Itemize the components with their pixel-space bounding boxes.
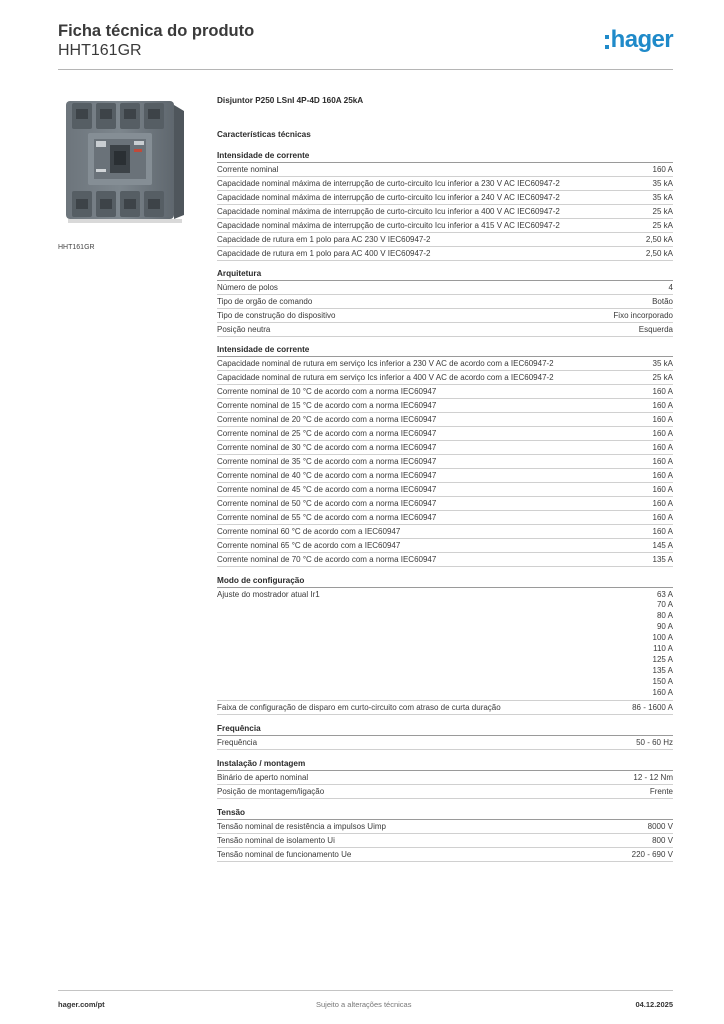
spec-label: Faixa de configuração de disparo em curto-circuito com atraso de curta duração: [217, 702, 501, 712]
spec-row: [217, 295, 673, 309]
spec-value: 160 A: [652, 498, 673, 508]
spec-value-option: 63 A: [656, 589, 673, 599]
spec-value-option: 80 A: [656, 611, 673, 621]
spec-row: [217, 483, 673, 497]
spec-value: 160 A: [652, 470, 673, 480]
spec-row: [217, 701, 673, 715]
footer-disclaimer: Sujeito a alterações técnicas: [316, 1000, 412, 1009]
spec-value: 25 kA: [652, 372, 673, 382]
spec-label: Tensão nominal de isolamento Ui: [217, 835, 335, 845]
spec-group: [217, 758, 673, 799]
spec-row: [217, 233, 673, 247]
spec-label: Corrente nominal de 20 °C de acordo com a norma IEC60947: [217, 414, 437, 424]
spec-value: 25 kA: [652, 206, 673, 216]
spec-label: Binário de aperto nominal: [217, 772, 309, 782]
product-name: Disjuntor P250 LSnI 4P-4D 160A 25kA: [217, 96, 364, 105]
spec-value: Botão: [652, 296, 673, 306]
spec-row: [217, 385, 673, 399]
spec-value: 160 A: [652, 456, 673, 466]
spec-row: [217, 427, 673, 441]
spec-label: Tipo de construção do dispositivo: [217, 310, 336, 320]
spec-row: [217, 469, 673, 483]
spec-row: [217, 588, 673, 701]
spec-row: [217, 736, 673, 750]
spec-value: 145 A: [652, 540, 673, 550]
spec-label: Tipo de orgão de comando: [217, 296, 313, 306]
spec-group-title: Intensidade de corrente: [217, 344, 673, 357]
spec-value: 50 - 60 Hz: [636, 737, 673, 747]
spec-label: Corrente nominal de 15 °C de acordo com a norma IEC60947: [217, 400, 437, 410]
spec-value: Frente: [649, 786, 673, 796]
spec-label: Tensão nominal de resistência a impulsos Uimp: [217, 821, 386, 831]
spec-value: 135 A: [652, 554, 673, 564]
spec-row: [217, 820, 673, 834]
spec-value: 86 - 1600 A: [632, 702, 673, 712]
spec-value: 160 A: [652, 512, 673, 522]
spec-label: Capacidade nominal máxima de interrupção de curto-circuito Icu inferior a 400 V AC IEC60947-2: [217, 206, 560, 216]
page-footer: [58, 990, 673, 1018]
spec-row: [217, 219, 673, 233]
spec-label: Corrente nominal de 55 °C de acordo com a norma IEC60947: [217, 512, 437, 522]
spec-value: 160 A: [652, 442, 673, 452]
spec-value: 25 kA: [652, 220, 673, 230]
spec-label: Tensão nominal de funcionamento Ue: [217, 849, 352, 859]
spec-row: [217, 497, 673, 511]
spec-value: [653, 590, 673, 699]
spec-label: Posição de montagem/ligação: [217, 786, 325, 796]
spec-value: 160 A: [652, 164, 673, 174]
image-caption: HHT161GR: [58, 244, 95, 251]
spec-value-option: 70 A: [656, 600, 673, 610]
spec-row: [217, 357, 673, 371]
spec-value: 160 A: [652, 414, 673, 424]
spec-value-option: 90 A: [656, 622, 673, 632]
spec-value: 2,50 kA: [645, 234, 673, 244]
spec-group-title: Intensidade de corrente: [217, 150, 673, 163]
spec-row: [217, 771, 673, 785]
spec-group-title: Instalação / montagem: [217, 758, 673, 771]
spec-label: Capacidade de rutura em 1 polo para AC 230 V IEC60947-2: [217, 234, 431, 244]
spec-row: [217, 309, 673, 323]
spec-label: Número de polos: [217, 282, 278, 292]
spec-value: 35 kA: [652, 178, 673, 188]
spec-row: [217, 539, 673, 553]
logo-text: hager: [610, 26, 673, 53]
spec-label: Posição neutra: [217, 324, 271, 334]
spec-label: Frequência: [217, 737, 258, 747]
spec-row: [217, 785, 673, 799]
spec-value: 35 kA: [652, 358, 673, 368]
spec-row: [217, 205, 673, 219]
spec-row: [217, 323, 673, 337]
spec-row: [217, 371, 673, 385]
product-code: HHT161GR: [58, 42, 142, 59]
spec-value-option: 100 A: [652, 633, 673, 643]
spec-label: Corrente nominal de 30 °C de acordo com a norma IEC60947: [217, 442, 437, 452]
spec-value: 8000 V: [647, 821, 673, 831]
logo-dots-icon: [605, 35, 609, 49]
spec-row: [217, 399, 673, 413]
spec-value-option: 160 A: [652, 687, 673, 697]
spec-content: [217, 95, 673, 862]
spec-value: 4: [668, 282, 673, 292]
spec-value-option: 125 A: [652, 654, 673, 664]
spec-value: Esquerda: [638, 324, 673, 334]
spec-label: Corrente nominal de 40 °C de acordo com a norma IEC60947: [217, 470, 437, 480]
spec-label: Ajuste do mostrador atual Ir1: [217, 589, 320, 599]
spec-value: 12 - 12 Nm: [633, 772, 673, 782]
spec-row: [217, 247, 673, 261]
page-header: [58, 22, 673, 70]
spec-value: 160 A: [652, 386, 673, 396]
spec-row: [217, 553, 673, 567]
spec-label: Capacidade nominal máxima de interrupção de curto-circuito Icu inferior a 230 V AC IEC60947-2: [217, 178, 560, 188]
spec-group-title: Arquitetura: [217, 268, 673, 281]
spec-value-option: 110 A: [653, 644, 673, 654]
spec-value: 35 kA: [652, 192, 673, 202]
spec-label: Corrente nominal: [217, 164, 279, 174]
spec-value: 2,50 kA: [645, 248, 673, 258]
footer-website[interactable]: hager.com/pt: [58, 1000, 105, 1009]
spec-row: [217, 177, 673, 191]
spec-row: [217, 848, 673, 862]
spec-value: 160 A: [652, 526, 673, 536]
spec-label: Capacidade nominal de rutura em serviço Ics inferior a 230 V AC de acordo com a IEC60947-2: [217, 358, 554, 368]
circuit-breaker-illustration: [58, 95, 203, 235]
spec-row: [217, 163, 673, 177]
spec-row: [217, 455, 673, 469]
section-title: Características técnicas: [217, 130, 311, 139]
spec-group: [217, 344, 673, 567]
spec-value: 800 V: [652, 835, 673, 845]
spec-label: Corrente nominal de 50 °C de acordo com a norma IEC60947: [217, 498, 437, 508]
product-image: [58, 95, 203, 235]
spec-row: [217, 191, 673, 205]
spec-label: Capacidade nominal de rutura em serviço Ics inferior a 400 V AC de acordo com a IEC60947-2: [217, 372, 554, 382]
spec-label: Corrente nominal de 35 °C de acordo com a norma IEC60947: [217, 456, 437, 466]
spec-group: [217, 575, 673, 715]
spec-group: [217, 150, 673, 261]
spec-group: [217, 723, 673, 750]
spec-value: 160 A: [652, 400, 673, 410]
spec-group-title: Modo de configuração: [217, 575, 673, 588]
spec-row: [217, 525, 673, 539]
spec-value: 160 A: [652, 428, 673, 438]
spec-groups: [217, 150, 673, 862]
spec-label: Corrente nominal de 10 °C de acordo com a norma IEC60947: [217, 386, 437, 396]
spec-row: [217, 511, 673, 525]
spec-label: Corrente nominal de 70 °C de acordo com a norma IEC60947: [217, 554, 437, 564]
document-title: Ficha técnica do produto: [58, 22, 255, 40]
spec-group-title: Frequência: [217, 723, 673, 736]
hager-logo: [605, 28, 673, 52]
spec-row: [217, 413, 673, 427]
footer-date: 04.12.2025: [635, 1000, 673, 1009]
spec-label: Corrente nominal 60 °C de acordo com a IEC60947: [217, 526, 401, 536]
spec-group: [217, 807, 673, 862]
spec-label: Capacidade de rutura em 1 polo para AC 400 V IEC60947-2: [217, 248, 431, 258]
spec-value: Fixo incorporado: [613, 310, 673, 320]
spec-value-option: 150 A: [652, 676, 673, 686]
spec-label: Corrente nominal 65 °C de acordo com a IEC60947: [217, 540, 401, 550]
spec-group-title: Tensão: [217, 807, 673, 820]
spec-row: [217, 441, 673, 455]
spec-row: [217, 281, 673, 295]
spec-label: Capacidade nominal máxima de interrupção de curto-circuito Icu inferior a 240 V AC IEC60947-2: [217, 192, 560, 202]
spec-value: 160 A: [652, 484, 673, 494]
spec-row: [217, 834, 673, 848]
spec-label: Corrente nominal de 45 °C de acordo com a norma IEC60947: [217, 484, 437, 494]
spec-label: Corrente nominal de 25 °C de acordo com a norma IEC60947: [217, 428, 437, 438]
spec-label: Capacidade nominal máxima de interrupção de curto-circuito Icu inferior a 415 V AC IEC60947-2: [217, 220, 560, 230]
spec-value-option: 135 A: [652, 665, 673, 675]
spec-value: 220 - 690 V: [631, 849, 673, 859]
spec-group: [217, 268, 673, 337]
